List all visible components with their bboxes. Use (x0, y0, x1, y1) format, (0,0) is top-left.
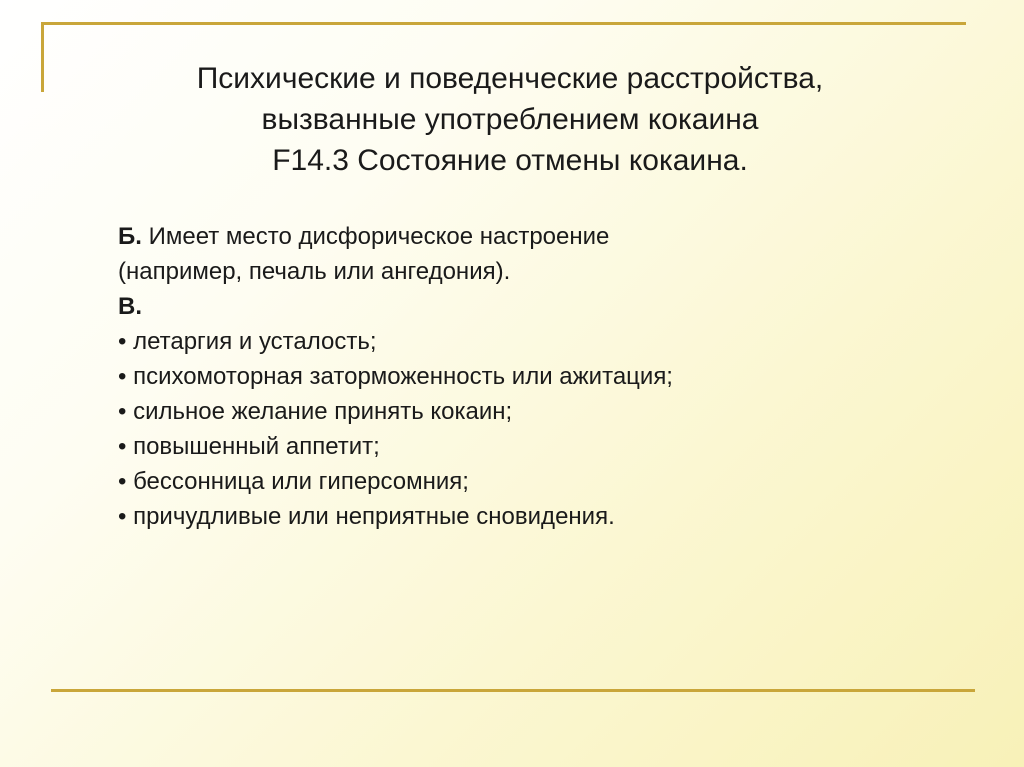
top-divider (41, 22, 966, 25)
slide-body (118, 219, 938, 534)
title-line-1: Психические и поведенческие расстройства, (196, 62, 824, 95)
list-item: • летаргия и усталость; (118, 328, 377, 355)
section-b-continuation: (например, печаль или ангедония). (118, 258, 511, 285)
list-item: • психомоторная заторможенность или ажитация; (118, 363, 673, 390)
section-b-line (118, 219, 938, 254)
list-item: • сильное желание принять кокаин; (118, 398, 513, 425)
section-b-label: Б. (118, 223, 142, 250)
title-line-2: вызванные употреблением кокаина (261, 103, 759, 136)
slide-title (90, 58, 930, 181)
left-divider (41, 22, 44, 92)
section-v-label: В. (118, 293, 142, 320)
list-item: • бессонница или гиперсомния; (118, 468, 469, 495)
title-line-3: F14.3 Состояние отмены кокаина. (272, 144, 748, 177)
list-item: • повышенный аппетит; (118, 433, 380, 460)
section-b-text: Имеет место дисфорическое настроение (141, 223, 610, 250)
bottom-divider (51, 689, 975, 692)
list-item: • причудливые или неприятные сновидения. (118, 503, 615, 530)
